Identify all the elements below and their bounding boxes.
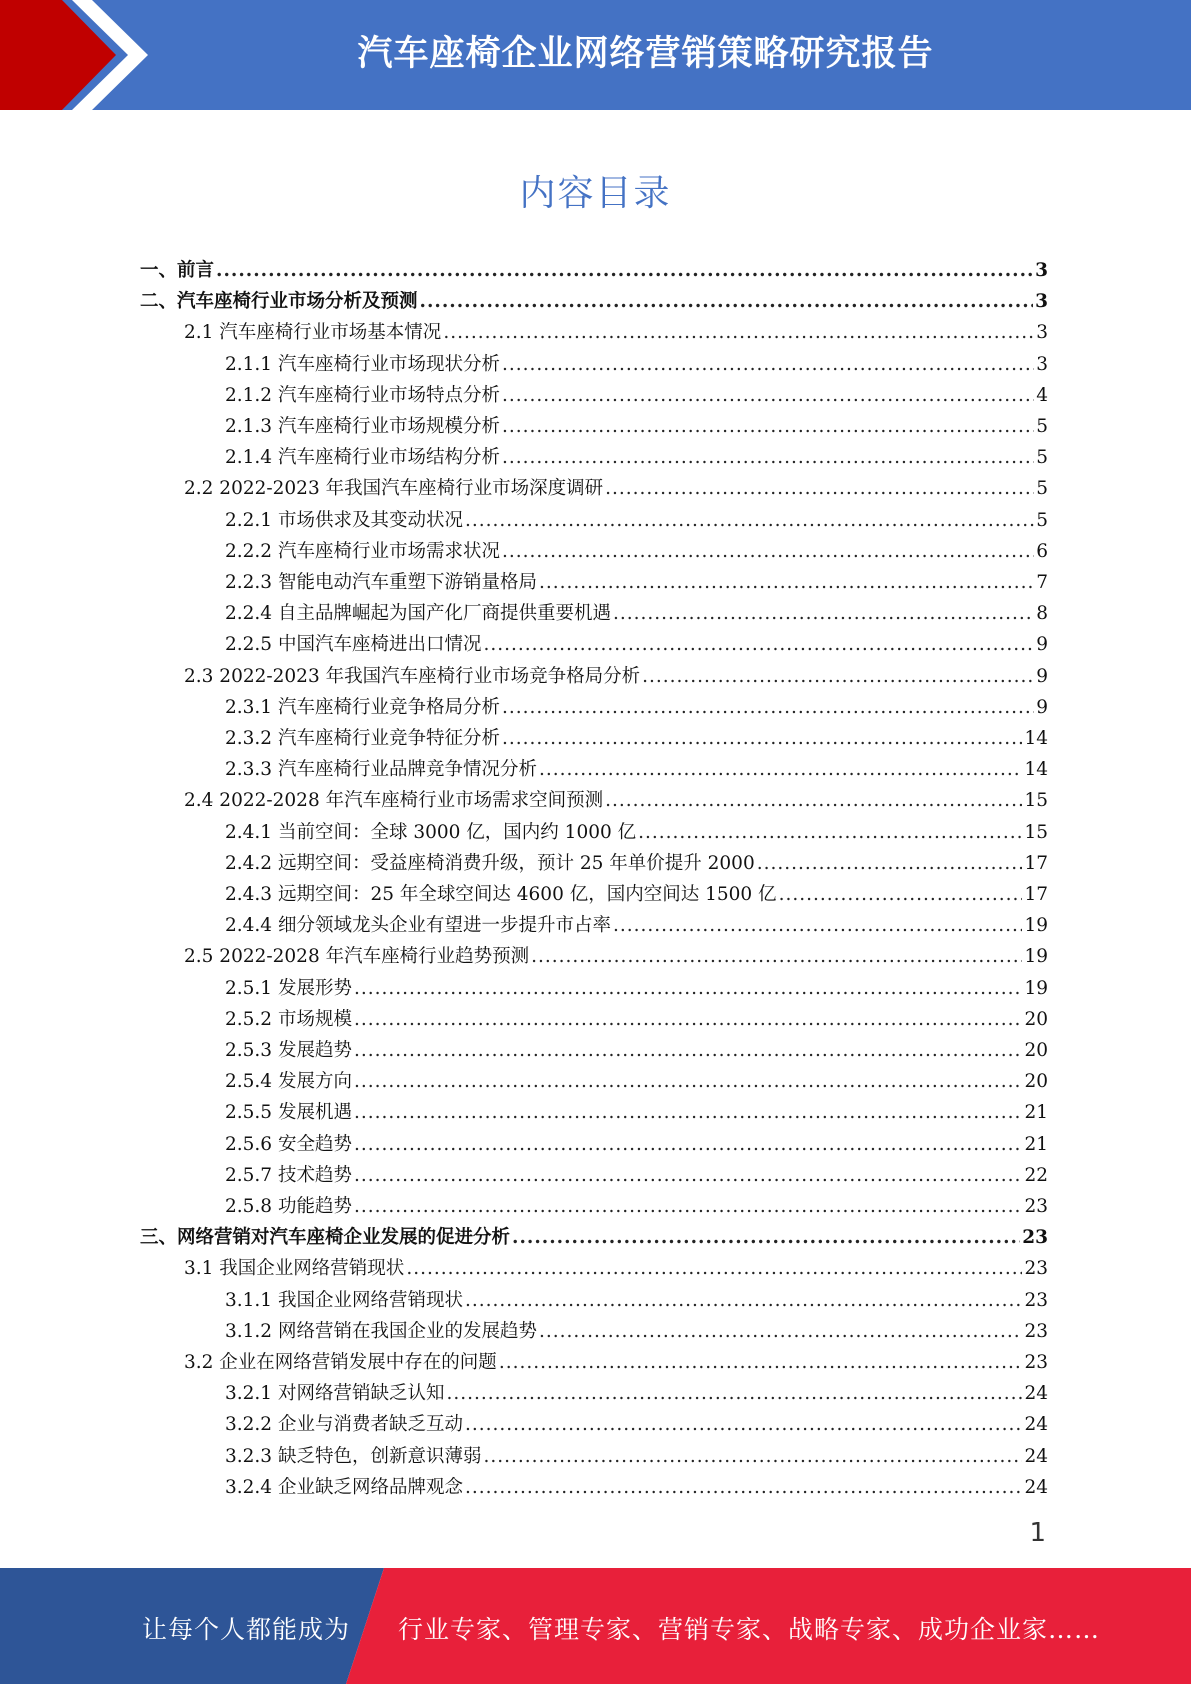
toc-entry-page: 23 xyxy=(1024,1258,1048,1280)
toc-entry-title: 2.1.1 汽车座椅行业市场现状分析 xyxy=(225,353,500,375)
toc-entry[interactable] xyxy=(184,785,1048,816)
toc-entry-page: 20 xyxy=(1024,1040,1048,1061)
toc-entry[interactable] xyxy=(140,1222,1048,1253)
toc-entry-title: 2.5.4 发展方向 xyxy=(225,1071,352,1093)
toc-entry-title: 2.3.2 汽车座椅行业竞争特征分析 xyxy=(225,728,500,749)
toc-entry-page: 23 xyxy=(1024,1320,1048,1342)
toc-entry-title: 2.1 汽车座椅行业市场基本情况 xyxy=(184,322,442,344)
footer-banner xyxy=(0,1568,1191,1684)
toc-entry[interactable] xyxy=(225,754,1048,785)
toc-entry[interactable] xyxy=(225,817,1048,848)
toc-entry-title: 3.2.1 对网络营销缺乏认知 xyxy=(225,1383,445,1405)
toc-entry-page: 5 xyxy=(1036,509,1048,531)
toc-entry-page: 14 xyxy=(1024,728,1048,749)
toc-leader-dots xyxy=(354,973,1023,1004)
toc-entry-title: 2.2.2 汽车座椅行业市场需求状况 xyxy=(225,540,500,562)
toc-entry[interactable] xyxy=(225,442,1048,473)
toc-entry-page: 9 xyxy=(1036,665,1048,687)
toc-entry-page: 7 xyxy=(1036,572,1048,593)
toc-entry-page: 24 xyxy=(1024,1476,1048,1498)
toc-entry-page: 19 xyxy=(1024,915,1048,937)
page-number: 1 xyxy=(1029,1518,1046,1548)
toc-entry-title: 2.5 2022-2028 年汽车座椅行业趋势预测 xyxy=(184,946,530,968)
toc-entry-title: 2.5.8 功能趋势 xyxy=(225,1196,352,1217)
toc-entry-page: 17 xyxy=(1024,852,1048,874)
toc-entry-title: 2.2.1 市场供求及其变动状况 xyxy=(225,509,463,531)
toc-leader-dots xyxy=(539,567,1034,598)
toc-entry[interactable] xyxy=(225,380,1048,411)
toc-leader-dots xyxy=(779,879,1023,910)
toc-entry[interactable] xyxy=(225,1004,1048,1035)
toc-entry-title: 3.2.4 企业缺乏网络品牌观念 xyxy=(225,1476,463,1498)
toc-leader-dots xyxy=(502,442,1034,473)
toc-entry-page: 6 xyxy=(1036,540,1048,562)
toc-entry[interactable] xyxy=(225,910,1048,941)
toc-entry-page: 9 xyxy=(1036,634,1048,656)
toc-leader-dots xyxy=(502,692,1034,723)
toc-entry[interactable] xyxy=(225,536,1048,567)
toc-leader-dots xyxy=(539,1316,1022,1347)
toc-entry-title: 2.2 2022-2023 年我国汽车座椅行业市场深度调研 xyxy=(184,478,604,500)
toc-leader-dots xyxy=(354,1004,1023,1035)
toc-entry[interactable] xyxy=(225,879,1048,910)
toc-entry-title: 2.1.4 汽车座椅行业市场结构分析 xyxy=(225,447,500,469)
toc-entry-title: 一、前言 xyxy=(140,260,215,281)
toc-entry-page: 5 xyxy=(1036,478,1048,500)
toc-entry-page: 21 xyxy=(1024,1102,1048,1124)
toc-entry[interactable] xyxy=(225,598,1048,629)
toc-leader-dots xyxy=(638,817,1022,848)
toc-entry[interactable] xyxy=(225,1378,1048,1409)
toc-entry-title: 3.1.2 网络营销在我国企业的发展趋势 xyxy=(225,1320,537,1342)
toc-entry-page: 19 xyxy=(1024,977,1048,999)
toc-entry[interactable] xyxy=(225,1409,1048,1440)
toc-entry[interactable] xyxy=(184,473,1048,504)
toc-leader-dots xyxy=(605,473,1034,504)
toc-entry-page: 23 xyxy=(1024,1196,1048,1217)
toc-entry-title: 2.3 2022-2023 年我国汽车座椅行业市场竞争格局分析 xyxy=(184,665,641,687)
toc-entry-page: 20 xyxy=(1024,1071,1048,1093)
toc-leader-dots xyxy=(354,1097,1023,1128)
toc-entry-page: 19 xyxy=(1024,946,1048,968)
toc-entry-page: 24 xyxy=(1024,1445,1048,1467)
toc-entry-title: 3.2.3 缺乏特色，创新意识薄弱 xyxy=(225,1445,482,1467)
toc-entry-page: 23 xyxy=(1024,1352,1048,1373)
toc-entry-page: 9 xyxy=(1036,696,1048,718)
toc-entry[interactable] xyxy=(225,1472,1048,1503)
toc-leader-dots xyxy=(539,754,1022,785)
report-title: 汽车座椅企业网络营销策略研究报告 xyxy=(357,34,934,74)
toc-entry[interactable] xyxy=(140,286,1048,317)
toc-entry-title: 2.1.3 汽车座椅行业市场规模分析 xyxy=(225,416,500,437)
toc-entry[interactable] xyxy=(225,723,1048,754)
toc-entry[interactable] xyxy=(184,1253,1048,1284)
toc-heading: 内容目录 xyxy=(519,173,672,214)
toc-entry-page: 20 xyxy=(1024,1008,1048,1030)
toc-leader-dots xyxy=(354,1191,1023,1222)
toc-leader-dots xyxy=(443,317,1034,348)
toc-entry-page: 3 xyxy=(1036,353,1048,375)
toc-entry-title: 2.3.3 汽车座椅行业品牌竞争情况分析 xyxy=(225,759,537,781)
toc-entry-page: 24 xyxy=(1024,1414,1048,1436)
toc-entry[interactable] xyxy=(184,941,1048,972)
toc-entry[interactable] xyxy=(225,1097,1048,1128)
toc-entry-title: 2.5.1 发展形势 xyxy=(225,977,352,999)
toc-leader-dots xyxy=(613,910,1022,941)
toc-entry-page: 23 xyxy=(1022,1227,1048,1249)
toc-entry-title: 2.5.2 市场规模 xyxy=(225,1008,352,1030)
toc-entry-title: 2.5.3 发展趋势 xyxy=(225,1040,352,1061)
toc-entry-title: 2.5.6 安全趋势 xyxy=(225,1133,352,1155)
toc-leader-dots xyxy=(406,1253,1022,1284)
toc-entry-page: 4 xyxy=(1036,384,1048,406)
toc-leader-dots xyxy=(354,1035,1023,1066)
toc-entry-page: 23 xyxy=(1024,1289,1048,1311)
toc-leader-dots xyxy=(502,411,1034,442)
toc-entry-page: 22 xyxy=(1024,1164,1048,1186)
toc-entry[interactable] xyxy=(225,1285,1048,1316)
toc-entry[interactable] xyxy=(225,1035,1048,1066)
toc-entry-title: 2.2.5 中国汽车座椅进出口情况 xyxy=(225,634,482,656)
toc-entry-page: 3 xyxy=(1035,260,1048,281)
toc-entry[interactable] xyxy=(225,848,1048,879)
header-banner xyxy=(0,0,1191,110)
toc-leader-dots xyxy=(354,1129,1023,1160)
toc-entry-title: 三、网络营销对汽车座椅企业发展的促进分析 xyxy=(140,1227,511,1249)
toc-entry-title: 2.3.1 汽车座椅行业竞争格局分析 xyxy=(225,696,500,718)
toc-leader-dots xyxy=(216,255,1033,286)
toc-entry-page: 3 xyxy=(1036,322,1048,344)
toc-entry-title: 2.4.3 远期空间：25 年全球空间达 4600 亿，国内空间达 1500 亿 xyxy=(225,884,777,905)
toc-entry[interactable] xyxy=(184,317,1048,348)
toc-entry-title: 2.4.1 当前空间：全球 3000 亿，国内约 1000 亿 xyxy=(225,821,637,843)
toc-entry-title: 2.4.2 远期空间：受益座椅消费升级，预计 25 年单价提升 2000 xyxy=(225,852,755,874)
toc-entry-page: 3 xyxy=(1035,291,1048,313)
footer-slogan-right: 行业专家、管理专家、营销专家、战略专家、成功企业家…… xyxy=(398,1615,1101,1644)
toc-entry-title: 2.5.5 发展机遇 xyxy=(225,1102,352,1124)
toc-entry-title: 2.2.4 自主品牌崛起为国产化厂商提供重要机遇 xyxy=(225,603,611,625)
toc-leader-dots xyxy=(499,1347,1023,1378)
toc-entry[interactable] xyxy=(225,1160,1048,1191)
toc-entry-title: 2.5.7 技术趋势 xyxy=(225,1164,352,1186)
toc-entry-page: 15 xyxy=(1024,821,1048,843)
toc-entry-title: 二、汽车座椅行业市场分析及预测 xyxy=(140,291,418,313)
footer-slogan-left: 让每个人都能成为 xyxy=(142,1615,351,1644)
toc-entry-page: 17 xyxy=(1024,884,1048,905)
toc-entry[interactable] xyxy=(225,1441,1048,1472)
toc-leader-dots xyxy=(642,661,1034,692)
toc-entry-page: 24 xyxy=(1024,1383,1048,1405)
toc-entry-title: 2.2.3 智能电动汽车重塑下游销量格局 xyxy=(225,572,537,593)
toc-leader-dots xyxy=(512,1222,1020,1253)
toc-entry-title: 2.4.4 细分领域龙头企业有望进一步提升市占率 xyxy=(225,915,611,937)
toc-leader-dots xyxy=(354,1066,1023,1097)
toc-leader-dots xyxy=(502,380,1034,411)
toc-entry-title: 3.1.1 我国企业网络营销现状 xyxy=(225,1289,463,1311)
toc-entry[interactable] xyxy=(140,255,1048,286)
toc-entry-title: 3.2.2 企业与消费者缺乏互动 xyxy=(225,1414,463,1436)
toc-entry[interactable] xyxy=(184,661,1048,692)
toc-leader-dots xyxy=(465,1285,1022,1316)
toc-leader-dots xyxy=(465,505,1034,536)
toc-leader-dots xyxy=(502,723,1022,754)
toc-entry-page: 21 xyxy=(1024,1133,1048,1155)
toc-entry[interactable] xyxy=(225,1191,1048,1222)
toc-leader-dots xyxy=(502,536,1034,567)
toc-entry[interactable] xyxy=(225,692,1048,723)
toc-entry-page: 5 xyxy=(1036,416,1048,437)
toc-entry[interactable] xyxy=(225,973,1048,1004)
toc-entry[interactable] xyxy=(225,567,1048,598)
toc-entry[interactable] xyxy=(225,1066,1048,1097)
toc-leader-dots xyxy=(465,1409,1022,1440)
toc-entry-title: 2.4 2022-2028 年汽车座椅行业市场需求空间预测 xyxy=(184,790,604,812)
toc-entry-title: 2.1.2 汽车座椅行业市场特点分析 xyxy=(225,384,500,406)
toc-leader-dots xyxy=(354,1160,1023,1191)
toc-entry-title: 3.1 我国企业网络营销现状 xyxy=(184,1258,405,1280)
toc-leader-dots xyxy=(531,941,1022,972)
toc-leader-dots xyxy=(420,286,1034,317)
toc-leader-dots xyxy=(465,1472,1022,1503)
toc-leader-dots xyxy=(502,349,1034,380)
toc-entry-title: 3.2 企业在网络营销发展中存在的问题 xyxy=(184,1352,497,1373)
toc-leader-dots xyxy=(757,848,1023,879)
toc-entry-page: 8 xyxy=(1036,603,1048,625)
toc-leader-dots xyxy=(613,598,1034,629)
toc-entry[interactable] xyxy=(225,505,1048,536)
toc-entry[interactable] xyxy=(225,1316,1048,1347)
toc-entry[interactable] xyxy=(225,411,1048,442)
toc-entry[interactable] xyxy=(184,1347,1048,1378)
toc-entry[interactable] xyxy=(225,629,1048,660)
toc-entry[interactable] xyxy=(225,1129,1048,1160)
toc-entry-page: 14 xyxy=(1024,759,1048,781)
toc-entry-page: 15 xyxy=(1024,790,1048,812)
toc-leader-dots xyxy=(483,1441,1022,1472)
toc-leader-dots xyxy=(483,629,1034,660)
toc-leader-dots xyxy=(446,1378,1022,1409)
toc-entry-page: 5 xyxy=(1036,447,1048,469)
toc-entry[interactable] xyxy=(225,349,1048,380)
toc-leader-dots xyxy=(605,785,1022,816)
